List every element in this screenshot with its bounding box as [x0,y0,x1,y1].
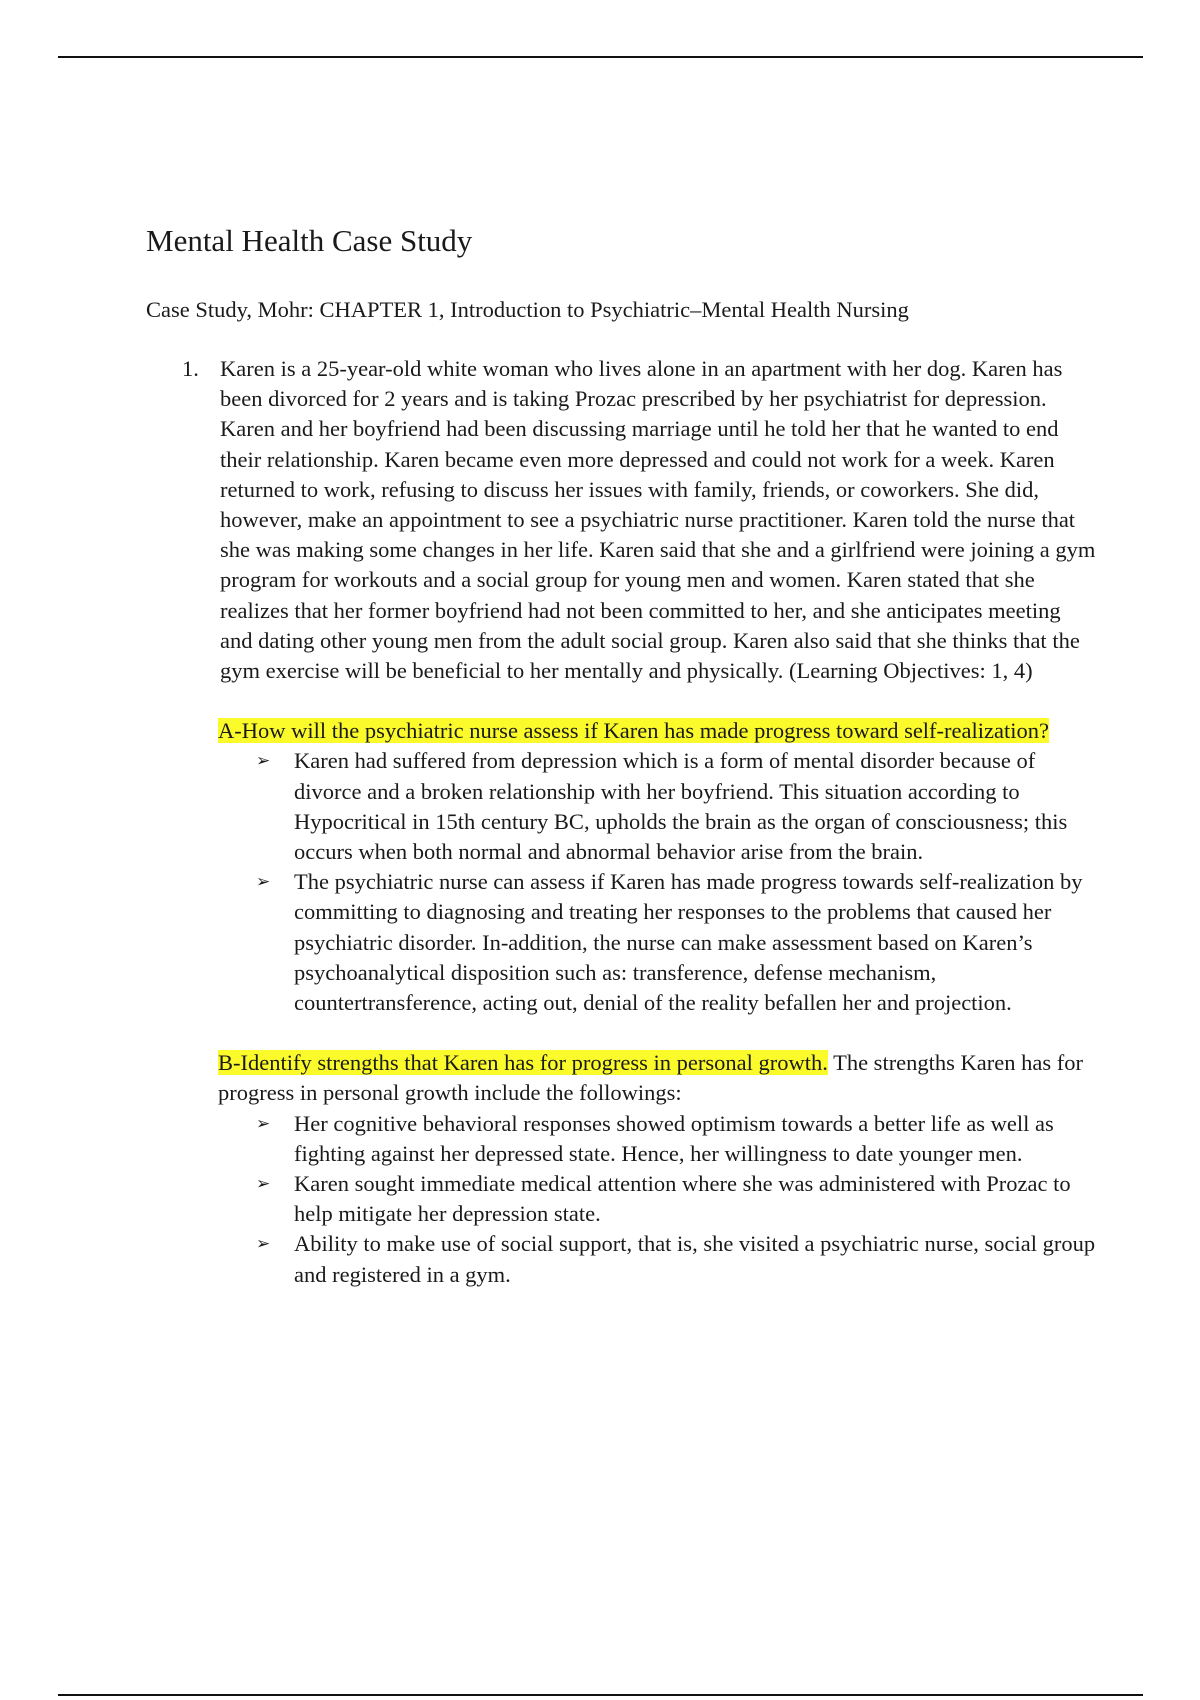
bullet-text: The psychiatric nurse can assess if Karen has made progress towards self-realization by committing to diagnosing and treating her responses to the problems that caused her psychiatric disorder. In-addition, the nurse can make assessment based on Karen’s psychoanalytical disposition such as: transference, defense mechanism, countertransference, acting out, denial of the reality befallen her and projection. [294,869,1083,1016]
question-b [218,1048,1098,1108]
page-title: Mental Health Case Study [146,223,473,258]
arrowhead-bullet-icon: ➢ [256,751,271,772]
answer-list-a [218,746,1098,1018]
list-item [218,1109,1098,1169]
question-b-intro: The strengths Karen has for progress in personal growth include the followings: [218,1050,1083,1106]
answer-list-b [218,1109,1098,1290]
top-rule [58,56,1143,58]
bullet-text: Karen sought immediate medical attention where she was administered with Prozac to help mitigate her depression state. [294,1171,1071,1227]
question-a [218,716,1098,746]
section-a [146,716,1098,1018]
case-description: Karen is a 25-year-old white woman who lives alone in an apartment with her dog. Karen has been divorced for 2 years and is taking Prozac prescribed by her psychiatrist for depression. Karen and her boyfriend had been discussing marriage until he told her that he wanted to end their relationship. Karen became even more depressed and could not work for a week. Karen returned to work, refusing to discuss her issues with family, friends, or coworkers. She did, however, make an appointment to see a psychiatric nurse practitioner. Karen told the nurse that she was making some changes in her life. Karen said that she and a girlfriend were joining a gym program for workouts and a social group for young men and women. Karen stated that she realizes that her former boyfriend had not been committed to her, and she anticipates meeting and dating other young men from the adult social group. Karen also said that she thinks that the gym exercise will be beneficial to her mentally and physically. (Learning Objectives: 1, 4) [220,356,1096,684]
list-item [218,867,1098,1018]
list-item [218,1169,1098,1229]
list-item [218,1229,1098,1289]
bottom-rule [58,1694,1143,1696]
arrowhead-bullet-icon: ➢ [256,872,271,893]
case-item [146,354,1096,686]
arrowhead-bullet-icon: ➢ [256,1174,271,1195]
arrowhead-bullet-icon: ➢ [256,1234,271,1255]
bullet-text: Karen had suffered from depression which is a form of mental disorder because of divorce and a broken relationship with her boyfriend. This situation according to Hypocritical in 15th century BC, upholds the brain as the organ of consciousness; this occurs when both normal and abnormal behavior arise from the brain. [294,748,1068,865]
arrowhead-bullet-icon: ➢ [256,1113,271,1134]
highlighted-question-b: B-Identify strengths that Karen has for progress in personal growth. [218,1050,828,1076]
list-item [218,746,1098,867]
highlighted-question-a: A-How will the psychiatric nurse assess if Karen has made progress toward self-realization? [218,718,1049,744]
bullet-text: Her cognitive behavioral responses showed optimism towards a better life as well as fighting against her depressed state. Hence, her willingness to date younger men. [294,1110,1054,1166]
section-b [146,1048,1098,1290]
bullet-text: Ability to make use of social support, that is, she visited a psychiatric nurse, social group and registered in a gym. [294,1231,1096,1287]
item-number: 1. [182,356,199,381]
document-subtitle: Case Study, Mohr: CHAPTER 1, Introduction to Psychiatric–Mental Health Nursing [146,297,909,322]
document-body [146,354,1096,1290]
